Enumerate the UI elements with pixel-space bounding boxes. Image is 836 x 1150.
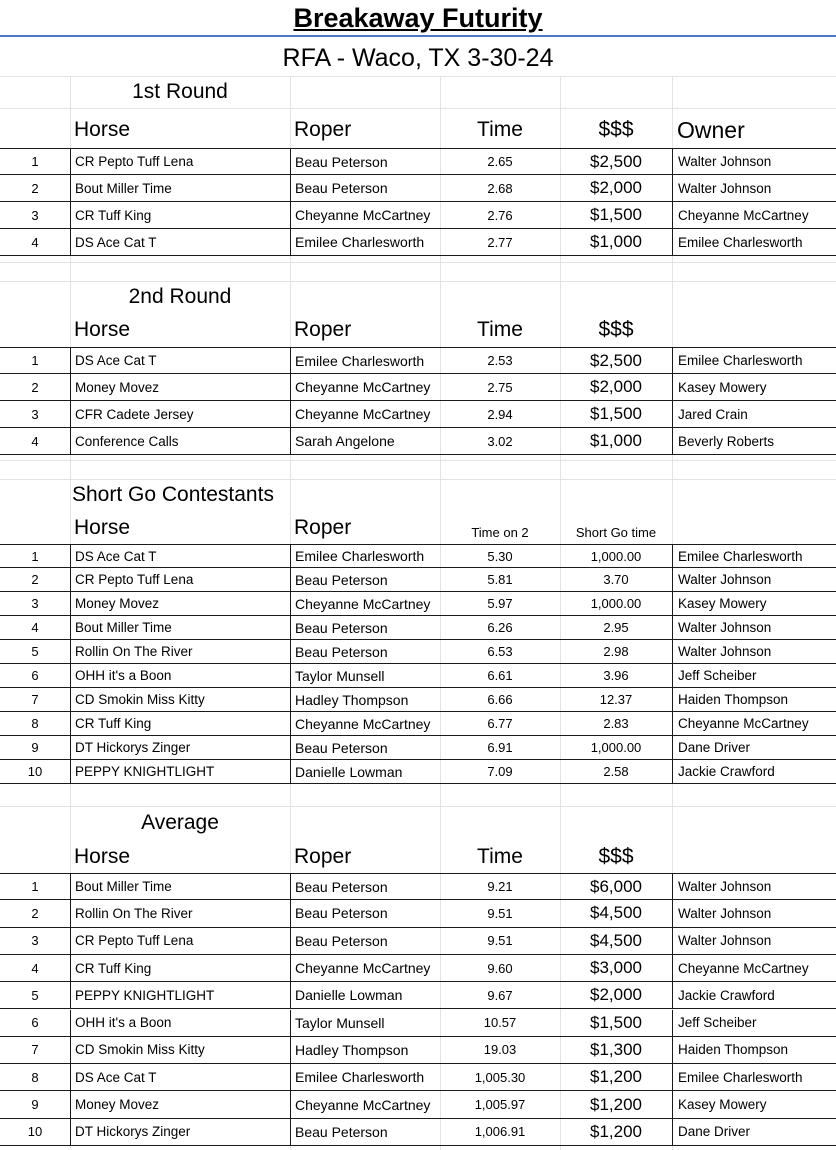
horse-cell: CR Pepto Tuff Lena bbox=[70, 149, 290, 174]
money-cell: $1,200 bbox=[590, 1094, 642, 1114]
place-cell: 9 bbox=[31, 740, 39, 755]
column-header-row bbox=[0, 511, 836, 544]
owner-cell: Kasey Mowery bbox=[672, 592, 836, 615]
owner-cell: Haiden Thompson bbox=[672, 688, 836, 711]
place-cell: 2 bbox=[31, 572, 39, 587]
time-cell: 6.53 bbox=[487, 644, 513, 659]
column-header-roper: Roper bbox=[294, 318, 352, 341]
money-cell: $1,000 bbox=[590, 431, 642, 450]
roper-cell: Taylor Munsell bbox=[290, 664, 440, 687]
short-go-time-cell: 2.58 bbox=[603, 764, 629, 779]
place-cell: 2 bbox=[31, 905, 39, 921]
horse-cell: Rollin On The River bbox=[70, 900, 290, 926]
money-cell: $1,500 bbox=[590, 205, 642, 224]
place-cell: 1 bbox=[31, 548, 39, 564]
time-cell: 2.75 bbox=[487, 379, 513, 395]
place-cell: 1 bbox=[31, 879, 39, 895]
place-cell: 10 bbox=[27, 1124, 43, 1140]
table-row bbox=[0, 1091, 836, 1118]
horse-cell: Bout Miller Time bbox=[70, 874, 290, 899]
title-divider bbox=[0, 35, 836, 37]
section-heading: Short Go Contestants bbox=[72, 483, 274, 506]
roper-cell: Hadley Thompson bbox=[290, 688, 440, 711]
section-heading-row bbox=[0, 281, 836, 313]
table-row bbox=[0, 148, 836, 175]
section-heading-row bbox=[0, 479, 836, 511]
short-go-time-cell: 3.70 bbox=[603, 572, 629, 587]
short-go-time-cell: 1,000.00 bbox=[590, 548, 642, 564]
place-cell: 4 bbox=[31, 433, 39, 449]
roper-cell: Beau Peterson bbox=[290, 616, 440, 639]
horse-cell: OHH it's a Boon bbox=[70, 1010, 290, 1036]
column-header-horse: Horse bbox=[74, 318, 131, 341]
section-heading-row bbox=[0, 76, 836, 108]
time-cell: 5.30 bbox=[487, 548, 513, 564]
money-cell: $2,500 bbox=[590, 350, 642, 370]
place-cell: 5 bbox=[31, 987, 39, 1003]
table-row bbox=[0, 544, 836, 568]
roper-cell: Beau Peterson bbox=[290, 900, 440, 926]
horse-cell: Bout Miller Time bbox=[70, 175, 290, 201]
owner-cell: Haiden Thompson bbox=[672, 1037, 836, 1063]
table-row bbox=[0, 229, 836, 256]
horse-cell: CR Pepto Tuff Lena bbox=[70, 928, 290, 954]
horse-cell: CD Smokin Miss Kitty bbox=[70, 688, 290, 711]
grid-line bbox=[0, 262, 836, 263]
horse-cell: Money Movez bbox=[70, 374, 290, 400]
horse-cell: DT Hickorys Zinger bbox=[70, 736, 290, 759]
roper-cell: Cheyanne McCartney bbox=[290, 592, 440, 615]
horse-cell: DS Ace Cat T bbox=[70, 545, 290, 567]
roper-cell: Beau Peterson bbox=[290, 149, 440, 174]
short-go-time-cell: 2.95 bbox=[603, 620, 629, 635]
place-cell: 2 bbox=[31, 379, 39, 395]
place-cell: 3 bbox=[31, 406, 39, 422]
place-cell: 6 bbox=[31, 668, 39, 683]
place-cell: 1 bbox=[31, 154, 39, 169]
roper-cell: Taylor Munsell bbox=[290, 1010, 440, 1036]
money-cell: $2,500 bbox=[590, 151, 642, 171]
table-row bbox=[0, 175, 836, 202]
horse-cell: CR Tuff King bbox=[70, 202, 290, 228]
owner-cell: Kasey Mowery bbox=[672, 1091, 836, 1117]
roper-cell: Emilee Charlesworth bbox=[290, 229, 440, 255]
grid-line bbox=[0, 460, 836, 461]
table-row bbox=[0, 928, 836, 955]
horse-cell: CR Tuff King bbox=[70, 712, 290, 735]
roper-cell: Cheyanne McCartney bbox=[290, 712, 440, 735]
column-header-row bbox=[0, 313, 836, 347]
column-header-horse: Horse bbox=[74, 515, 131, 539]
roper-cell: Beau Peterson bbox=[290, 175, 440, 201]
money-cell: $1,200 bbox=[590, 1121, 642, 1141]
section-heading: Average bbox=[141, 811, 219, 834]
table-row bbox=[0, 401, 836, 428]
owner-cell: Walter Johnson bbox=[672, 640, 836, 663]
money-cell: $4,500 bbox=[590, 930, 642, 950]
time-cell: 2.65 bbox=[487, 154, 513, 169]
roper-cell: Cheyanne McCartney bbox=[290, 955, 440, 981]
table-row bbox=[0, 347, 836, 374]
owner-cell: Jared Crain bbox=[672, 401, 836, 427]
time-cell: 1,005.97 bbox=[474, 1097, 526, 1113]
table-row bbox=[0, 1119, 836, 1146]
place-cell: 2 bbox=[31, 180, 39, 196]
roper-cell: Beau Peterson bbox=[290, 928, 440, 954]
short-go-time-cell: 2.83 bbox=[603, 716, 629, 731]
time-cell: 6.66 bbox=[487, 692, 513, 707]
time-cell: 7.09 bbox=[487, 764, 513, 779]
money-cell: $2,000 bbox=[590, 985, 642, 1005]
short-go-time-cell: 12.37 bbox=[599, 692, 633, 707]
money-cell: $4,500 bbox=[590, 903, 642, 923]
roper-cell: Cheyanne McCartney bbox=[290, 1091, 440, 1117]
owner-cell: Jeff Scheiber bbox=[672, 664, 836, 687]
horse-cell: OHH it's a Boon bbox=[70, 664, 290, 687]
column-header-time: Time bbox=[477, 844, 523, 868]
table-row bbox=[0, 736, 836, 760]
column-header-roper: Roper bbox=[294, 118, 352, 141]
time-cell: 6.91 bbox=[487, 740, 513, 755]
short-go-time-cell: 1,000.00 bbox=[590, 740, 642, 755]
horse-cell: Conference Calls bbox=[70, 428, 290, 454]
owner-cell: Walter Johnson bbox=[672, 175, 836, 201]
time-cell: 9.51 bbox=[487, 933, 513, 949]
place-cell: 4 bbox=[31, 234, 39, 250]
place-cell: 3 bbox=[31, 596, 39, 611]
time-cell: 9.51 bbox=[487, 905, 513, 921]
time-cell: 6.61 bbox=[487, 668, 513, 683]
place-cell: 1 bbox=[31, 353, 39, 368]
table-row bbox=[0, 428, 836, 455]
owner-cell: Emilee Charlesworth bbox=[672, 1064, 836, 1090]
section-heading-row bbox=[0, 806, 836, 840]
owner-cell: Beverly Roberts bbox=[672, 428, 836, 454]
place-cell: 6 bbox=[31, 1015, 39, 1031]
table-row bbox=[0, 202, 836, 229]
horse-cell: DT Hickorys Zinger bbox=[70, 1119, 290, 1145]
place-cell: 7 bbox=[31, 692, 39, 707]
money-cell: $1,500 bbox=[590, 1012, 642, 1032]
column-header-roper: Roper bbox=[294, 844, 352, 868]
horse-cell: PEPPY KNIGHTLIGHT bbox=[70, 982, 290, 1008]
place-cell: 10 bbox=[27, 764, 43, 779]
table-row bbox=[0, 1064, 836, 1091]
table-row bbox=[0, 760, 836, 784]
owner-cell: Jackie Crawford bbox=[672, 760, 836, 783]
horse-cell: CFR Cadete Jersey bbox=[70, 401, 290, 427]
column-header-horse: Horse bbox=[74, 844, 131, 868]
roper-cell: Emilee Charlesworth bbox=[290, 348, 440, 373]
owner-cell: Walter Johnson bbox=[672, 616, 836, 639]
table-row bbox=[0, 664, 836, 688]
money-cell: $1,000 bbox=[590, 232, 642, 251]
table-row bbox=[0, 712, 836, 736]
owner-cell: Cheyanne McCartney bbox=[672, 955, 836, 981]
section-heading: 2nd Round bbox=[128, 285, 232, 308]
column-header-owner: Owner bbox=[677, 116, 745, 143]
owner-cell: Emilee Charlesworth bbox=[672, 348, 836, 373]
time-cell: 1,006.91 bbox=[474, 1124, 526, 1140]
horse-cell: Bout Miller Time bbox=[70, 616, 290, 639]
time-cell: 2.53 bbox=[487, 353, 513, 368]
time-cell: 19.03 bbox=[483, 1042, 517, 1058]
column-header-row bbox=[0, 840, 836, 873]
roper-cell: Emilee Charlesworth bbox=[290, 545, 440, 567]
table-row bbox=[0, 982, 836, 1009]
table-row bbox=[0, 1010, 836, 1037]
short-go-time-cell: 3.96 bbox=[603, 668, 629, 683]
owner-cell: Walter Johnson bbox=[672, 900, 836, 926]
roper-cell: Danielle Lowman bbox=[290, 760, 440, 783]
horse-cell: Rollin On The River bbox=[70, 640, 290, 663]
column-header-time: Time bbox=[477, 318, 523, 341]
column-header-row bbox=[0, 112, 836, 148]
roper-cell: Cheyanne McCartney bbox=[290, 401, 440, 427]
short-go-time-cell: 1,000.00 bbox=[590, 596, 642, 611]
owner-cell: Dane Driver bbox=[672, 1119, 836, 1145]
owner-cell: Walter Johnson bbox=[672, 874, 836, 899]
owner-cell: Cheyanne McCartney bbox=[672, 202, 836, 228]
table-row bbox=[0, 873, 836, 900]
time-cell: 2.68 bbox=[487, 180, 513, 196]
column-header-money: $$$ bbox=[598, 844, 634, 868]
time-cell: 2.94 bbox=[487, 406, 513, 422]
roper-cell: Cheyanne McCartney bbox=[290, 374, 440, 400]
column-header-roper: Roper bbox=[294, 515, 352, 539]
horse-cell: CD Smokin Miss Kitty bbox=[70, 1037, 290, 1063]
money-cell: $2,000 bbox=[590, 377, 642, 396]
horse-cell: DS Ace Cat T bbox=[70, 1064, 290, 1090]
owner-cell: Emilee Charlesworth bbox=[672, 229, 836, 255]
roper-cell: Beau Peterson bbox=[290, 640, 440, 663]
time-cell: 6.26 bbox=[487, 620, 513, 635]
roper-cell: Hadley Thompson bbox=[290, 1037, 440, 1063]
owner-cell: Walter Johnson bbox=[672, 928, 836, 954]
time-cell: 5.81 bbox=[487, 572, 513, 587]
time-cell: 9.21 bbox=[487, 879, 513, 895]
table-row bbox=[0, 568, 836, 592]
roper-cell: Sarah Angelone bbox=[290, 428, 440, 454]
owner-cell: Walter Johnson bbox=[672, 568, 836, 591]
owner-cell: Dane Driver bbox=[672, 736, 836, 759]
time-cell: 5.97 bbox=[487, 596, 513, 611]
horse-cell: DS Ace Cat T bbox=[70, 348, 290, 373]
column-header-money: Short Go time bbox=[575, 525, 657, 540]
time-cell: 1,005.30 bbox=[474, 1069, 526, 1085]
page-title: Breakaway Futurity bbox=[293, 3, 543, 33]
money-cell: $1,200 bbox=[590, 1067, 642, 1087]
roper-cell: Beau Peterson bbox=[290, 568, 440, 591]
owner-cell: Jeff Scheiber bbox=[672, 1010, 836, 1036]
owner-cell: Cheyanne McCartney bbox=[672, 712, 836, 735]
short-go-time-cell: 2.98 bbox=[603, 644, 629, 659]
place-cell: 9 bbox=[31, 1097, 39, 1113]
horse-cell: Money Movez bbox=[70, 592, 290, 615]
place-cell: 5 bbox=[31, 644, 39, 659]
time-cell: 9.60 bbox=[487, 960, 513, 976]
roper-cell: Beau Peterson bbox=[290, 874, 440, 899]
horse-cell: Money Movez bbox=[70, 1091, 290, 1117]
column-header-time: Time bbox=[477, 118, 523, 141]
place-cell: 8 bbox=[31, 716, 39, 731]
column-header-horse: Horse bbox=[74, 118, 131, 141]
roper-cell: Danielle Lowman bbox=[290, 982, 440, 1008]
owner-cell: Kasey Mowery bbox=[672, 374, 836, 400]
column-header-time: Time on 2 bbox=[471, 525, 529, 540]
place-cell: 4 bbox=[31, 960, 39, 976]
place-cell: 3 bbox=[31, 207, 39, 223]
money-cell: $1,500 bbox=[590, 404, 642, 423]
money-cell: $3,000 bbox=[590, 958, 642, 978]
horse-cell: CR Pepto Tuff Lena bbox=[70, 568, 290, 591]
time-cell: 9.67 bbox=[487, 987, 513, 1003]
page-subtitle: RFA - Waco, TX 3-30-24 bbox=[282, 44, 554, 72]
time-cell: 6.77 bbox=[487, 716, 513, 731]
table-row bbox=[0, 616, 836, 640]
table-row bbox=[0, 592, 836, 616]
place-cell: 4 bbox=[31, 620, 39, 635]
table-row bbox=[0, 640, 836, 664]
horse-cell: DS Ace Cat T bbox=[70, 229, 290, 255]
money-cell: $6,000 bbox=[590, 876, 642, 896]
table-row bbox=[0, 900, 836, 927]
time-cell: 3.02 bbox=[487, 433, 513, 449]
table-row bbox=[0, 955, 836, 982]
time-cell: 10.57 bbox=[483, 1015, 517, 1031]
time-cell: 2.77 bbox=[487, 234, 513, 250]
roper-cell: Emilee Charlesworth bbox=[290, 1064, 440, 1090]
horse-cell: CR Tuff King bbox=[70, 955, 290, 981]
owner-cell: Jackie Crawford bbox=[672, 982, 836, 1008]
place-cell: 7 bbox=[31, 1042, 39, 1058]
grid-line bbox=[0, 108, 836, 109]
roper-cell: Cheyanne McCartney bbox=[290, 202, 440, 228]
table-row bbox=[0, 374, 836, 401]
column-header-money: $$$ bbox=[598, 118, 634, 141]
money-cell: $1,300 bbox=[590, 1039, 642, 1059]
roper-cell: Beau Peterson bbox=[290, 1119, 440, 1145]
money-cell: $2,000 bbox=[590, 178, 642, 197]
table-row bbox=[0, 1037, 836, 1064]
column-header-money: $$$ bbox=[598, 318, 634, 341]
horse-cell: PEPPY KNIGHTLIGHT bbox=[70, 760, 290, 783]
place-cell: 8 bbox=[31, 1069, 39, 1085]
place-cell: 3 bbox=[31, 933, 39, 949]
section-heading: 1st Round bbox=[132, 80, 228, 103]
table-row bbox=[0, 688, 836, 712]
owner-cell: Emilee Charlesworth bbox=[672, 545, 836, 567]
time-cell: 2.76 bbox=[487, 207, 513, 223]
roper-cell: Beau Peterson bbox=[290, 736, 440, 759]
owner-cell: Walter Johnson bbox=[672, 149, 836, 174]
